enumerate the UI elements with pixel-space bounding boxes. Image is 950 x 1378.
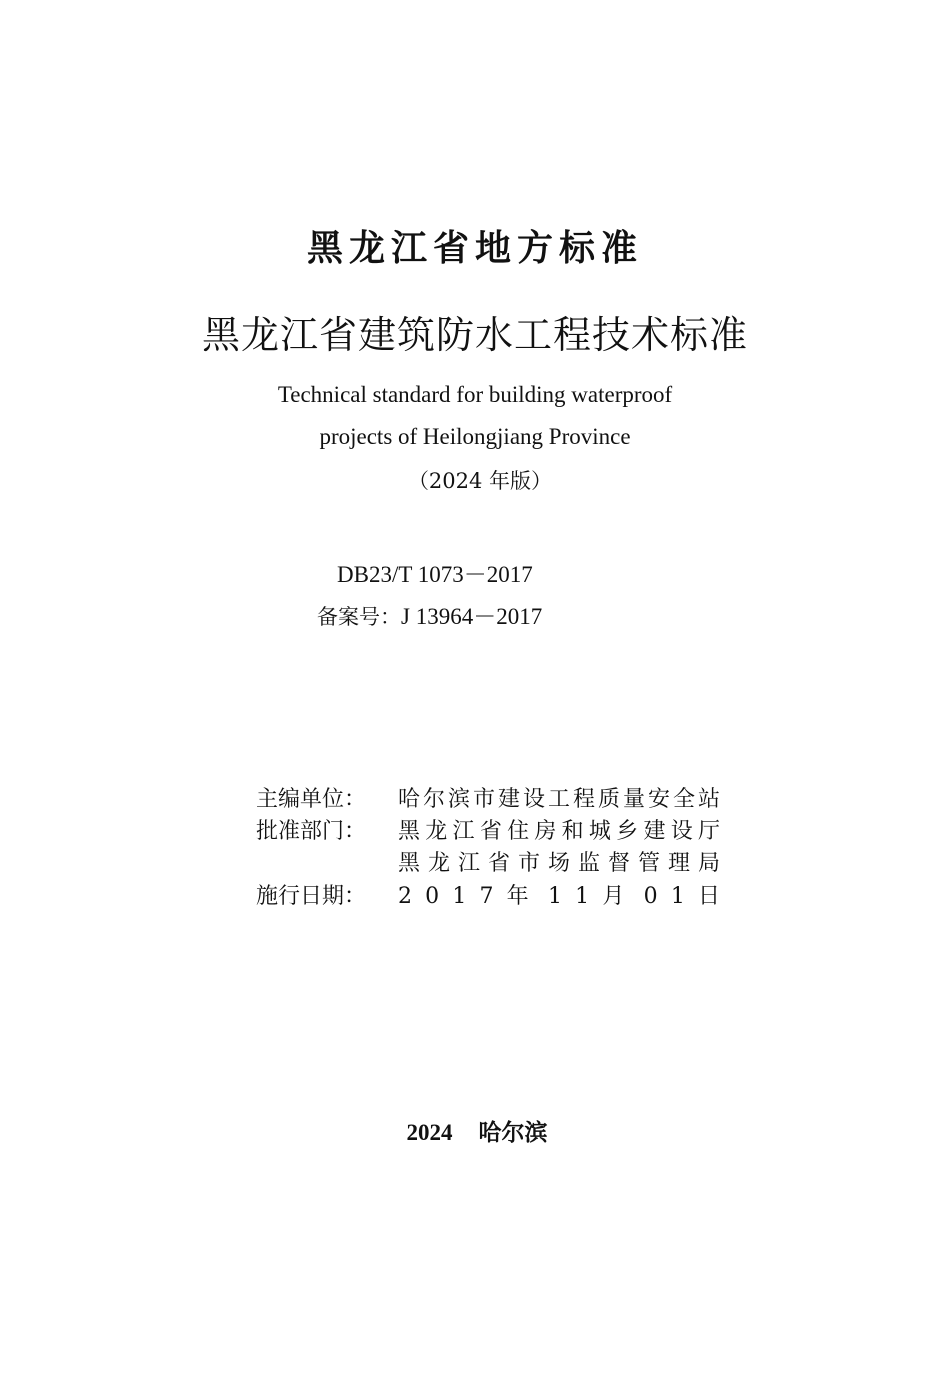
standard-title-chinese: 黑龙江省建筑防水工程技术标准 xyxy=(201,313,748,357)
standard-title-english-line-2: projects of Heilongjiang Province xyxy=(319,424,631,449)
effective-date-value: 2 0 1 7 年 1 1 月 0 1 日 xyxy=(398,884,720,909)
publication-footer xyxy=(2,1116,950,1150)
editor-value: 哈尔滨市建设工程质量安全站 xyxy=(398,787,720,812)
edition-note: （2024 年版） xyxy=(407,469,553,493)
approver-value-1: 黑龙江省住房和城乡建设厅 xyxy=(398,819,720,844)
editor-label: 主编单位： xyxy=(256,787,367,812)
filing-number xyxy=(317,601,542,633)
approver-label: 批准部门： xyxy=(256,819,367,844)
publication-year: 2024 xyxy=(406,1120,453,1145)
filing-label: 备案号： xyxy=(317,605,401,629)
filing-value: J 13964－2017 xyxy=(401,604,543,629)
effective-date-label: 施行日期： xyxy=(256,884,367,909)
standard-title-english-line-1: Technical standard for building waterproof xyxy=(277,382,673,407)
standard-code: DB23/T 1073－2017 xyxy=(337,562,533,587)
publication-city: 哈尔滨 xyxy=(478,1119,548,1146)
series-title: 黑龙江省地方标准 xyxy=(306,228,643,269)
approver-value-2: 黑龙江省市场监督管理局 xyxy=(398,851,720,876)
